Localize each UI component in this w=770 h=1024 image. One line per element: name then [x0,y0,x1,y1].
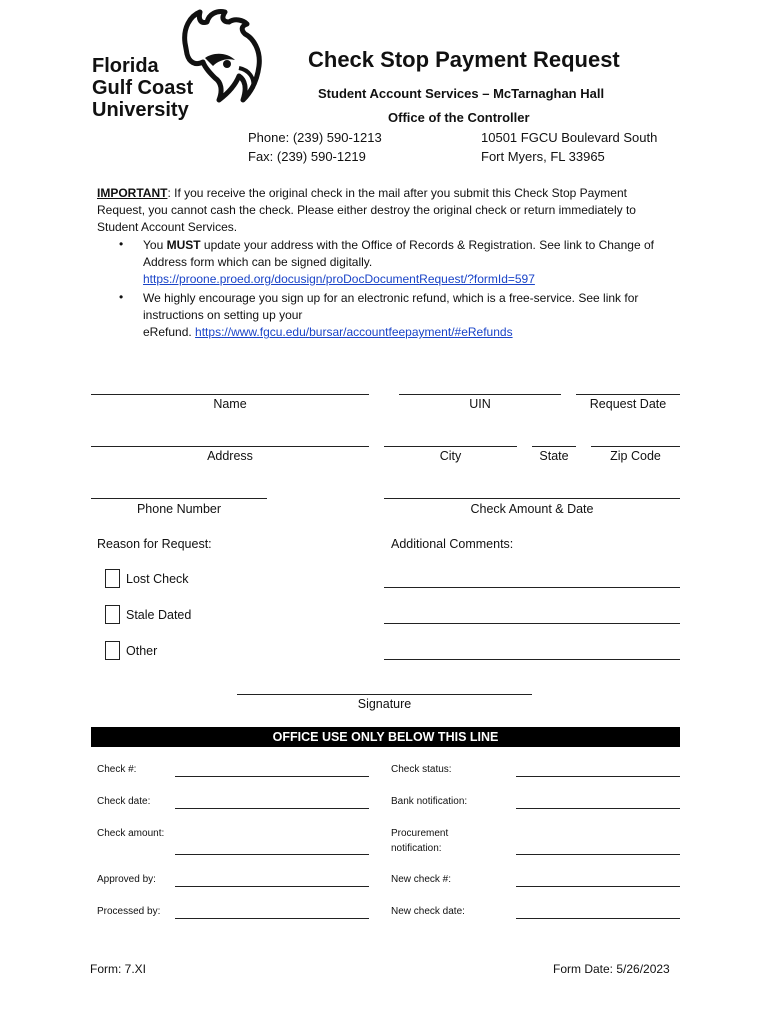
street-address: 10501 FGCU Boulevard South [481,130,658,145]
check-status-line[interactable] [516,776,680,777]
lost-check-checkbox[interactable] [105,569,120,588]
stale-dated-checkbox[interactable] [105,605,120,624]
check-number-line[interactable] [175,776,369,777]
comments-label: Additional Comments: [391,537,514,551]
approved-by-line[interactable] [175,886,369,887]
comment-line[interactable] [384,623,680,624]
signature-line[interactable] [237,694,532,695]
new-check-date-label: New check date: [391,906,465,917]
zip-line[interactable] [591,446,680,447]
lost-check-label: Lost Check [126,572,189,586]
logo-line-2: Gulf Coast [92,77,194,99]
check-date-line[interactable] [175,808,369,809]
bank-notification-label: Bank notification: [391,796,468,807]
city-label: City [439,449,462,463]
check-status-label: Check status: [391,764,452,775]
bullet1-post: update your address with the Office of Records & Registration. See link to Change of Address form which can be signed digitally. [143,238,654,269]
phone-number-line[interactable] [91,498,267,499]
logo-line-1: Florida [92,55,159,77]
address-label: Address [207,449,253,463]
name-label: Name [213,397,247,411]
logo-line-3: University [92,99,189,121]
processed-by-line[interactable] [175,918,369,919]
bullet-erefund [143,290,673,341]
important-label: IMPORTANT [97,186,168,200]
bullet2-text: We highly encourage you sign up for an electronic refund, which is a free-service. See link for instructions on setting up your [143,291,639,322]
fax-text: Fax: (239) 590-1219 [248,149,366,164]
uin-label: UIN [469,397,491,411]
zip-label: Zip Code [610,449,661,463]
bullet-icon: • [119,290,124,304]
procurement-label-line2: notification: [391,843,442,854]
comment-line[interactable] [384,659,680,660]
new-check-number-label: New check #: [391,874,452,885]
request-date-line[interactable] [576,394,680,395]
comment-line[interactable] [384,587,680,588]
important-notice [97,185,677,236]
bullet1-must: MUST [166,238,201,252]
other-checkbox[interactable] [105,641,120,660]
phone-number-label: Phone Number [136,502,222,516]
request-date-label: Request Date [589,397,667,411]
processed-by-label: Processed by: [97,906,161,917]
bullet-icon: • [119,237,124,251]
bank-notification-line[interactable] [516,808,680,809]
erefund-link[interactable]: https://www.fgcu.edu/bursar/accountfeepayment/#eRefunds [195,325,513,339]
university-logo-text [92,55,193,121]
approved-by-label: Approved by: [97,874,156,885]
check-number-label: Check #: [97,764,137,775]
bullet-address-update [143,237,683,288]
stale-dated-label: Stale Dated [126,608,192,622]
state-label: State [539,449,569,463]
new-check-date-line[interactable] [516,918,680,919]
uin-line[interactable] [399,394,561,395]
new-check-number-line[interactable] [516,886,680,887]
bullet2-pre: eRefund. [143,325,196,339]
name-line[interactable] [91,394,369,395]
signature-label: Signature [357,697,412,711]
state-line[interactable] [532,446,576,447]
office-name: Office of the Controller [388,110,530,125]
check-amount-office-line[interactable] [175,854,369,855]
office-use-banner: OFFICE USE ONLY BELOW THIS LINE [91,727,680,747]
check-amount-office-label: Check amount: [97,828,165,839]
form-title: Check Stop Payment Request [308,47,620,72]
form-number: Form: 7.XI [90,962,147,976]
city-line[interactable] [384,446,517,447]
form-date: Form Date: 5/26/2023 [553,962,670,976]
address-line[interactable] [91,446,369,447]
check-amount-label: Check Amount & Date [470,502,594,516]
procurement-line[interactable] [516,854,680,855]
procurement-label-line1: Procurement [391,828,449,839]
form-subtitle: Student Account Services – McTarnaghan Hall [318,86,605,101]
important-text: : If you receive the original check in the mail after you submit this Check Stop Payment Request, you cannot cash the check. Please either destroy the original check or return immediately to Student Account Services. [97,186,636,234]
other-label: Other [126,644,158,658]
bullet1-pre: You [143,238,167,252]
change-of-address-link[interactable]: https://proone.proed.org/docusign/proDocDocumentRequest/?formId=597 [143,272,535,286]
check-date-label: Check date: [97,796,151,807]
city-address: Fort Myers, FL 33965 [481,149,605,164]
check-amount-line[interactable] [384,498,680,499]
phone-text: Phone: (239) 590-1213 [248,130,382,145]
reason-label: Reason for Request: [97,537,212,551]
